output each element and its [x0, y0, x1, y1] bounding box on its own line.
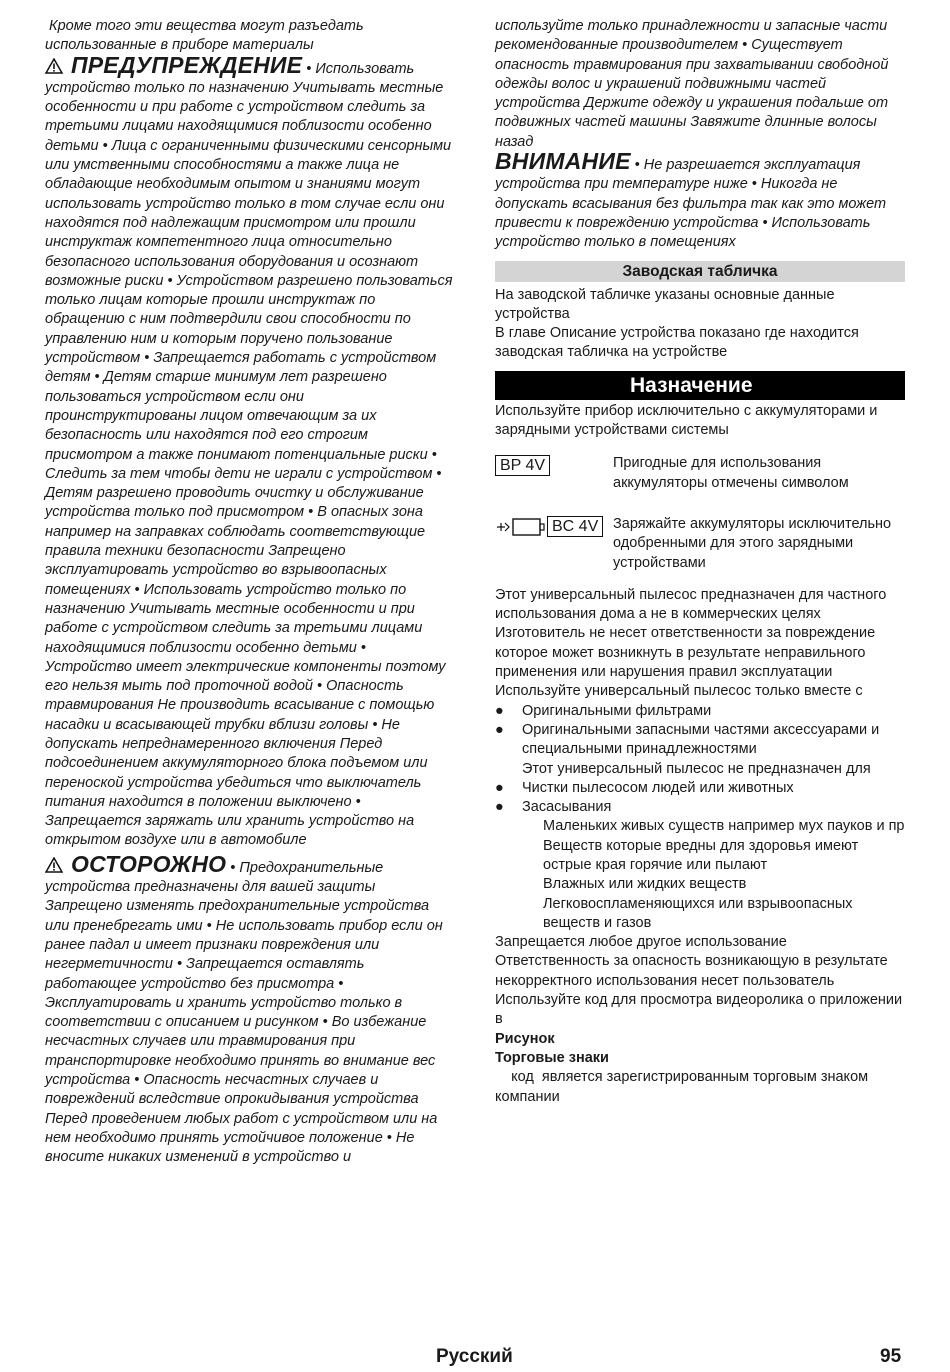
charger-symbol — [495, 515, 613, 539]
page-number: 95 — [880, 1346, 902, 1367]
figure-label: Рисунок — [495, 1030, 555, 1047]
purpose-heading: Назначение — [495, 371, 905, 400]
charger-badge: BC 4V — [547, 516, 603, 537]
nameplate-paragraph-2: В главе Описание устройства показано где находится заводская табличка на устройстве — [495, 325, 859, 361]
bullet-dot: ● — [495, 799, 504, 816]
responsibility-paragraph: Ответственность за опасность возникающую в результате некорректного использования несет пользователь — [495, 953, 888, 989]
list-item — [495, 798, 905, 817]
battery-symbol-text: Пригодные для использования аккумуляторы отмечены символом — [613, 455, 849, 491]
list-item-text: Оригинальными запасными частями аксессуарами и специальными принадлежностями — [522, 721, 880, 758]
battery-symbol — [495, 454, 613, 476]
sub-list-item: Веществ которые вредны для здоровья имеют острые края горячие или пылают — [543, 837, 859, 873]
battery-symbol-row — [495, 454, 905, 493]
trademark-paragraph: код является зарегистрированным торговым знаком компании — [495, 1069, 873, 1105]
list-item-text: Засасывания — [522, 799, 612, 816]
left-column — [45, 17, 455, 1168]
caution-triangle-icon — [45, 857, 63, 873]
caution-text: • Предохранительные устройства предназначены для вашей защиты Запрещено изменять предохранительные устройства или пренебрегать ими • Не использовать прибор если он ранее падал и имеет признаки повреждения или негерметичности • Запрещается оставлять работающее устройство без присмотра • Эксплуатировать и хранить устройство только в соответствии с описанием и рисунком • Во избежание несчастных случаев или травмирования при транспортировке необходимо принять во внимание вес устройства • Опасность несчастных случаев и повреждений вследствие опрокидывания устройства Перед проведением любых работ с устройством или на нем необходимо принять устойчивое положение • Не вносите никаких изменений в устройство и — [45, 859, 443, 1166]
warning-title: ПРЕДУПРЕЖДЕНИЕ — [71, 51, 303, 78]
list-item-text: Чистки пылесосом людей или животных — [522, 779, 794, 796]
caution-title: ОСТОРОЖНО — [71, 850, 227, 877]
universal-paragraph: Этот универсальный пылесос предназначен для частного использования дома а не в коммерческих целях Изготовитель не несет ответственности за повреждение которое может возникнуть в результате неправильного применения или нарушения правил эксплуатации — [495, 586, 887, 681]
list-item-text: Оригинальными фильтрами — [522, 702, 712, 719]
attention-title: ВНИМАНИЕ — [495, 148, 631, 175]
bullet-dot: ● — [495, 721, 504, 738]
use-only-paragraph: Используйте универсальный пылесос только вместе с — [495, 683, 863, 700]
intro-paragraph: Кроме того эти вещества могут разъедать использованные в приборе материалы — [45, 18, 364, 54]
trademark-heading: Торговые знаки — [495, 1049, 609, 1066]
warning-triangle-icon — [45, 58, 63, 74]
caution-block — [45, 850, 455, 1168]
right-column — [495, 17, 905, 1107]
charger-plug-icon — [495, 515, 547, 539]
continued-text: используйте только принадлежности и запасные части рекомендованные производителем • Существует опасность травмирования при захватывании свободной одежды волос и украшений подвижными частей устройства Держите одежду и украшения подальше от подвижных частей машины Завяжите длинные волосы назад — [495, 18, 889, 150]
warning-block — [45, 51, 455, 851]
warning-text: • Использовать устройство только по назначению Учитывать местные особенности и при работе с устройством следить за третьими лицами находящимися поблизости особенно детьми • Лица с ограниченными физическими сенсорными или умственными способностями а также лица не обладающие необходимым опытом и знаниями могут использовать устройство только в том случае если они находятся под надлежащим присмотром или прошли инструктаж компетентного лица относительно безопасного использования оборудования и осознают возможные риски • Устройством разрешено пользоваться только лицам которые прошли инструктаж по обращению с ним подтвердили свои способности по управлению ним и которым поручено пользование устройством • Запрещается работать с устройством детям • Детям старше минимум лет разрешено пользоваться устройством если они проинструктированы лицом отвечающим за их безопасность или находятся под его строгим присмотром а также понимают потенциальные риски • Следить за тем чтобы дети не играли с устройством • Детям разрешено проводить очистку и обслуживание устройства только под присмотром • В опасных зона например на заправках соблюдать соответствующие правила техники безопасности Запрещено эксплуатировать устройство во взрывоопасных помещениях • Использовать устройство только по назначению Учитывать местные особенности и при работе с устройством следить за третьими лицами находящимися поблизости особенно детьми • Устройство имеет электрические компоненты поэтому его нельзя мыть под проточной водой • Опасность травмирования Не производить всасывание с помощью насадки и всасывающей трубки вблизи головы • Не допускать непреднамеренного включения Перед подсоединением аккумуляторного блока подъемом или переноской устройства убедиться что выключатель питания находится в положении выключено • Запрещается заряжать или хранить устройство на открытом воздухе или в автомобиле — [45, 60, 453, 849]
sub-list-item: Легковоспламеняющихся или взрывоопасных веществ и газов — [543, 895, 853, 931]
bullet-dot: ● — [495, 702, 504, 719]
nameplate-heading: Заводская табличка — [495, 261, 905, 282]
battery-badge: BP 4V — [495, 455, 550, 476]
purpose-paragraph: Используйте прибор исключительно с аккумуляторами и зарядными устройствами системы — [495, 402, 878, 439]
list-item — [495, 779, 905, 798]
bullet-dot: ● — [495, 779, 504, 796]
attention-block — [495, 148, 905, 252]
list-item — [495, 721, 905, 760]
not-intended-paragraph: Этот универсальный пылесос не предназначен для — [522, 760, 871, 777]
charger-symbol-row — [495, 515, 905, 573]
forbidden-paragraph: Запрещается любое другое использование — [495, 934, 787, 951]
sub-list-item: Маленьких живых существ например мух пауков и пр — [543, 818, 905, 835]
footer-language: Русский — [436, 1346, 513, 1367]
nameplate-paragraph-1: На заводской табличке указаны основные данные устройства — [495, 286, 835, 322]
charger-symbol-text: Заряжайте аккумуляторы исключительно одобренными для этого зарядными устройствами — [613, 515, 892, 571]
attention-text: • Не разрешается эксплуатация устройства при температуре ниже • Никогда не допускать всасывания без фильтра так как это может привести к повреждению устройства • Использовать устройство только в помещениях — [495, 157, 887, 251]
qr-paragraph: Используйте код для просмотра видеоролика о приложении в — [495, 992, 903, 1028]
list-item — [495, 702, 905, 721]
sub-list-item: Влажных или жидких веществ — [543, 876, 747, 893]
